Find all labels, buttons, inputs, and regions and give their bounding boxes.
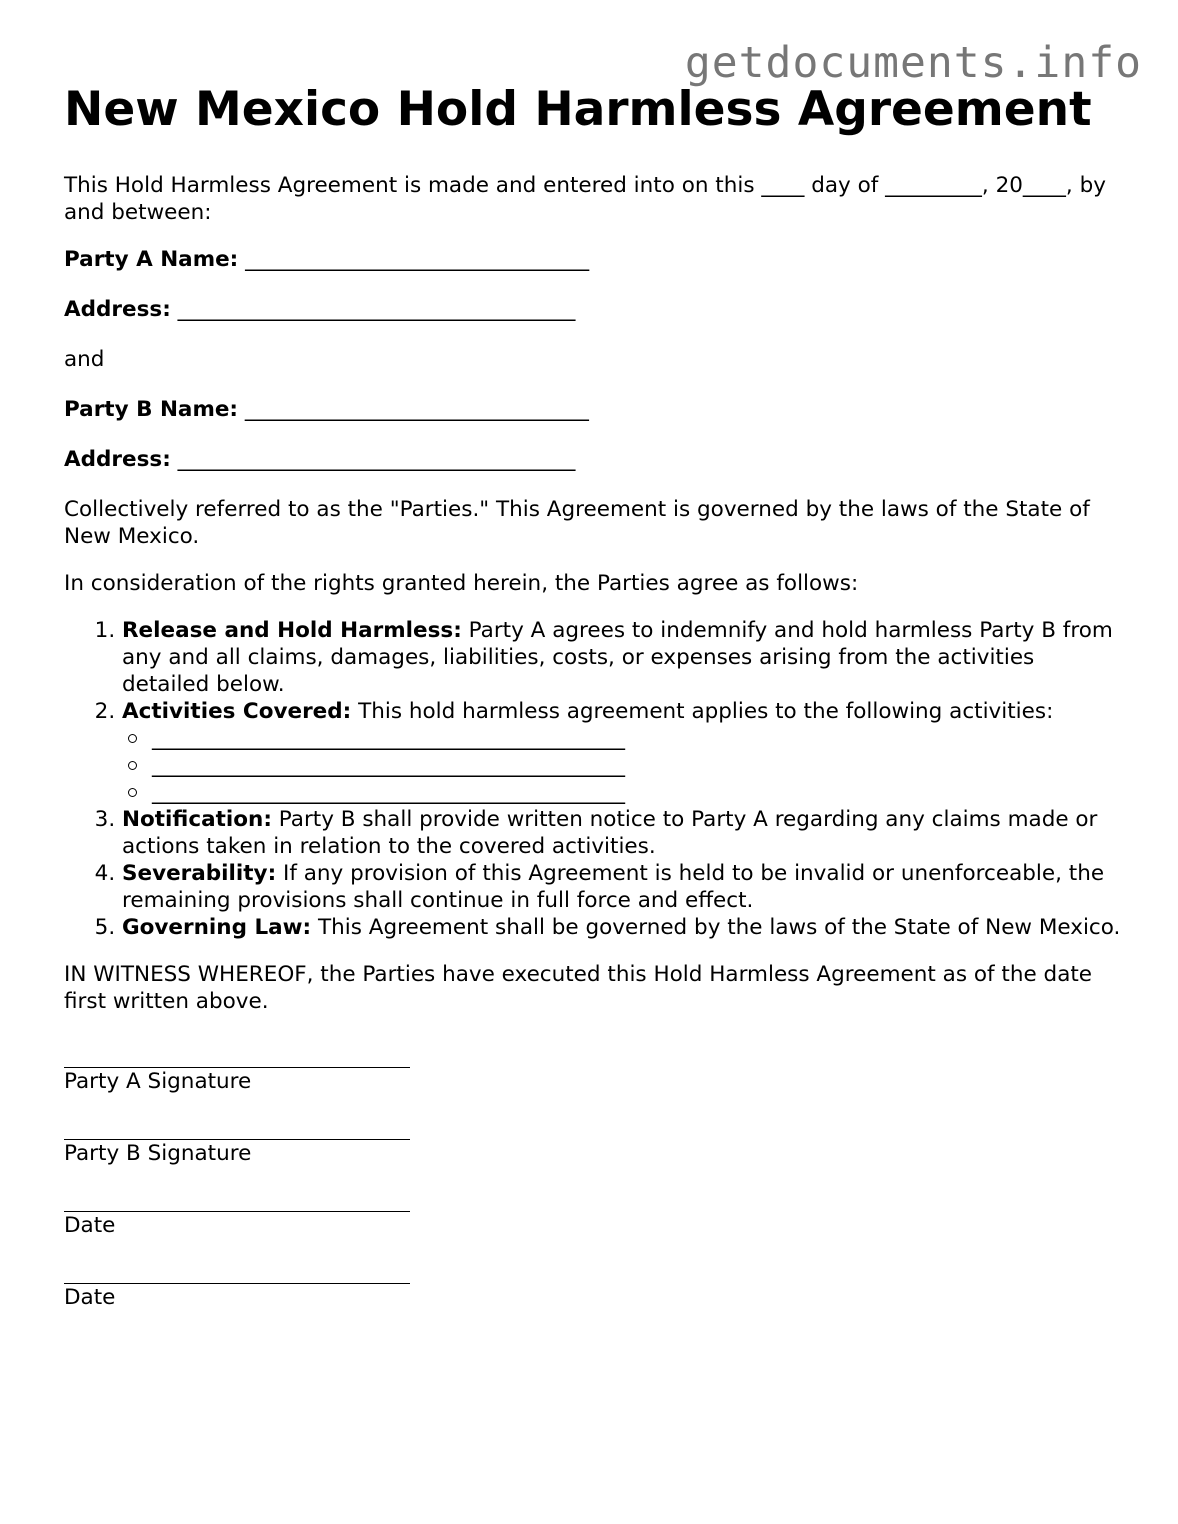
clause-item bbox=[122, 860, 1124, 914]
party-a-name-blank[interactable]: ________________________________ bbox=[245, 247, 590, 272]
clause-item bbox=[122, 698, 1124, 806]
page-title: New Mexico Hold Harmless Agreement bbox=[64, 82, 1092, 137]
signature-block bbox=[64, 1263, 1124, 1311]
party-a-address-blank[interactable]: _____________________________________ bbox=[177, 297, 576, 322]
clauses-list bbox=[64, 617, 1124, 941]
consideration-paragraph: In consideration of the rights granted herein, the Parties agree as follows: bbox=[64, 571, 859, 596]
activity-blank[interactable]: ____________________________________________ bbox=[152, 752, 1124, 779]
signature-label: Party A Signature bbox=[64, 1069, 252, 1094]
clause-title: Severability: bbox=[122, 861, 277, 886]
clause-item bbox=[122, 806, 1124, 860]
party-b-address-blank[interactable]: _____________________________________ bbox=[177, 447, 576, 472]
intro-paragraph: This Hold Harmless Agreement is made and entered into on this ____ day of _________, 20____, by and between: bbox=[64, 173, 1106, 225]
clause-text: If any provision of this Agreement is held to be invalid or unenforceable, the remaining provisions shall continue in full force and effect. bbox=[122, 861, 1105, 913]
signature-block bbox=[64, 1119, 1124, 1167]
party-b-name-label: Party B Name: bbox=[64, 397, 239, 422]
party-b-address-label: Address: bbox=[64, 447, 171, 472]
collective-paragraph: Collectively referred to as the "Parties." This Agreement is governed by the laws of the State of New Mexico. bbox=[64, 497, 1090, 549]
clause-item bbox=[122, 914, 1124, 941]
and-text: and bbox=[64, 347, 105, 372]
watermark-text: getdocuments.info bbox=[684, 38, 1142, 88]
date-line[interactable] bbox=[64, 1191, 410, 1212]
signature-section bbox=[64, 1047, 1124, 1311]
signature-label: Party B Signature bbox=[64, 1141, 252, 1166]
party-a-signature-line[interactable] bbox=[64, 1047, 410, 1068]
signature-block bbox=[64, 1191, 1124, 1239]
clause-text: Party B shall provide written notice to Party A regarding any claims made or actions taken in relation to the covered activities. bbox=[122, 807, 1098, 859]
clause-title: Governing Law: bbox=[122, 915, 312, 940]
clause-title: Release and Hold Harmless: bbox=[122, 618, 462, 643]
party-a-address-label: Address: bbox=[64, 297, 171, 322]
clause-title: Activities Covered: bbox=[122, 699, 352, 724]
date-line[interactable] bbox=[64, 1263, 410, 1284]
signature-label: Date bbox=[64, 1213, 116, 1238]
clause-title: Notification: bbox=[122, 807, 272, 832]
witness-paragraph: IN WITNESS WHEREOF, the Parties have executed this Hold Harmless Agreement as of the date first written above. bbox=[64, 962, 1093, 1014]
party-a-address-field[interactable] bbox=[64, 296, 1124, 323]
party-b-address-field[interactable] bbox=[64, 446, 1124, 473]
party-b-name-blank[interactable]: ________________________________ bbox=[244, 397, 589, 422]
clause-item bbox=[122, 617, 1124, 698]
clause-text: This hold harmless agreement applies to the following activities: bbox=[351, 699, 1054, 724]
party-b-signature-line[interactable] bbox=[64, 1119, 410, 1140]
activity-blank[interactable]: ____________________________________________ bbox=[152, 725, 1124, 752]
clause-text: Party A agrees to indemnify and hold harmless Party B from any and all claims, damages, liabilities, costs, or expenses arising from the activities detailed below. bbox=[122, 618, 1113, 697]
clause-text: This Agreement shall be governed by the laws of the State of New Mexico. bbox=[311, 915, 1121, 940]
party-a-name-field[interactable] bbox=[64, 246, 1124, 273]
party-a-name-label: Party A Name: bbox=[64, 247, 239, 272]
party-b-name-field[interactable] bbox=[64, 396, 1124, 423]
activity-blank[interactable]: ____________________________________________ bbox=[152, 779, 1124, 806]
document-page bbox=[64, 82, 1124, 1335]
signature-block bbox=[64, 1047, 1124, 1095]
signature-label: Date bbox=[64, 1285, 116, 1310]
activities-list bbox=[122, 725, 1124, 806]
